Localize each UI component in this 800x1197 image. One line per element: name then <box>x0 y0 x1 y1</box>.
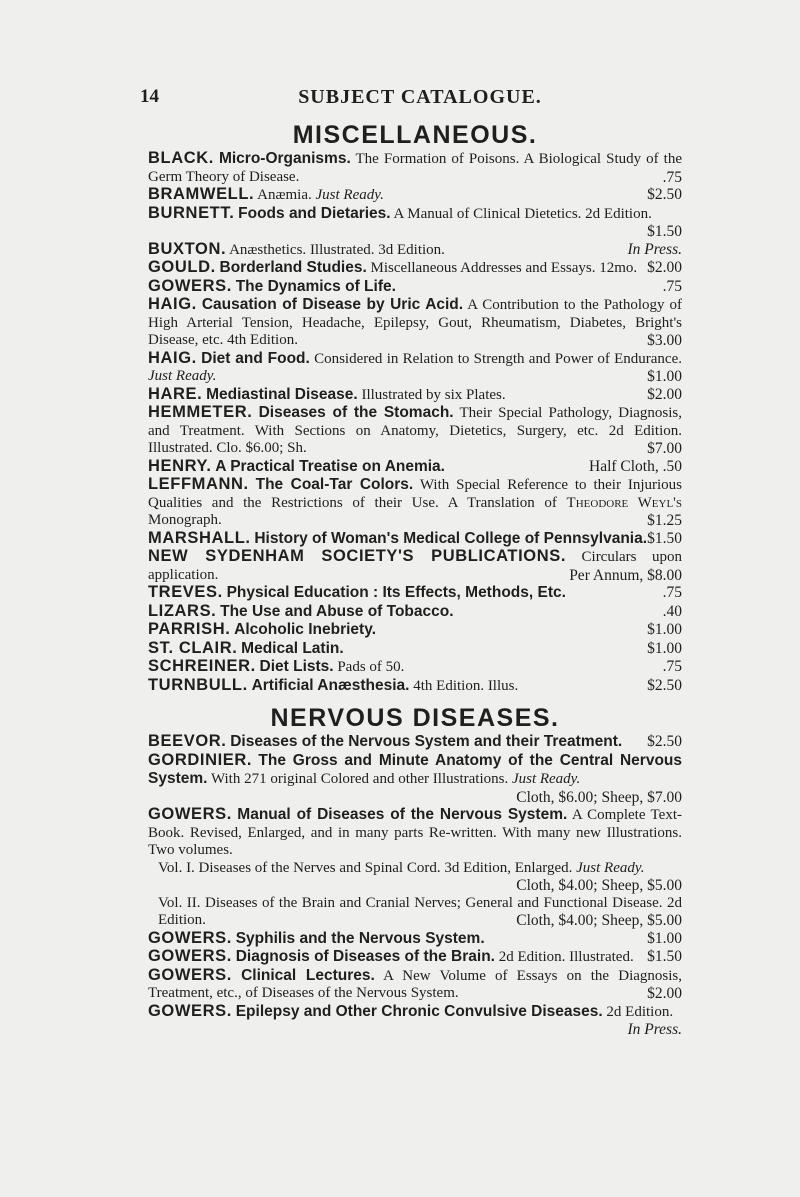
entry-price: Half Cloth, .50 <box>589 457 682 475</box>
entry-leffmann <box>148 476 682 530</box>
entry-title: Diseases of the Stomach. <box>258 404 454 421</box>
entry-treves <box>148 584 682 603</box>
entry-title: Anæmia. <box>257 187 312 203</box>
entry-beevor <box>148 733 682 752</box>
entry-title: Diet Lists. <box>259 658 334 675</box>
entry-price: $1.50 <box>647 529 682 547</box>
entry-title: A Practical Treatise on Anemia. <box>215 457 445 475</box>
entry-gowers-dynamics <box>148 278 682 297</box>
volume-status: Just Ready. <box>576 859 645 876</box>
entry-author: BLACK. <box>148 149 214 167</box>
entry-author: ST. CLAIR. <box>148 638 238 657</box>
entry-st-clair <box>148 640 682 659</box>
entry-haig-uric <box>148 296 682 350</box>
entry-author: GOWERS. <box>148 928 232 947</box>
entry-price: $2.00 <box>647 985 682 1002</box>
entry-author: PARRISH. <box>148 620 231 638</box>
entry-price: .75 <box>662 584 682 601</box>
entry-author: BUXTON. <box>148 239 227 258</box>
entry-price: $2.00 <box>647 259 682 276</box>
entry-price: $3.00 <box>647 332 682 349</box>
catalogue-content <box>148 120 682 1039</box>
catalogue-title: SUBJECT CATALOGUE. <box>298 86 542 108</box>
entry-price: $1.50 <box>647 223 682 240</box>
entry-price: .75 <box>662 658 682 675</box>
entry-author: GOWERS. <box>148 805 232 823</box>
entry-author: GOWERS. <box>148 1001 232 1020</box>
entry-author: HENRY. <box>148 456 212 475</box>
entry-price: $1.50 <box>647 948 682 965</box>
entry-description: Circulars upon application. <box>148 549 683 583</box>
entry-author: LIZARS. <box>148 601 217 620</box>
running-head <box>140 86 700 108</box>
entry-author: HAIG. <box>148 348 197 367</box>
entry-title: Medical Latin. <box>241 639 344 657</box>
entry-author: GOWERS. <box>148 947 232 965</box>
entry-title: Micro-Organisms. <box>218 150 351 167</box>
entry-title: Artificial Anæsthesia. <box>251 676 410 694</box>
entry-description: A New Volume of Essays on the Diagnosis, Treatment, etc., of Diseases of the Nervous System. <box>148 967 682 1001</box>
entry-gould <box>148 259 682 278</box>
entry-gowers-diagnosis <box>148 948 682 967</box>
entry-hemmeter <box>148 404 682 458</box>
entry-gowers-manual <box>148 806 682 930</box>
page-number: 14 <box>140 86 159 107</box>
entry-author: TURNBULL. <box>148 675 248 694</box>
entry-author: GOWERS. <box>148 276 232 295</box>
entry-title: Manual of Diseases of the Nervous System. <box>237 806 568 823</box>
entry-title: Diagnosis of Diseases of the Brain. <box>235 948 495 965</box>
entry-description: A Contribution to the Pathology of High Arterial Tension, Headache, Epilepsy, Gout, Rheumatism, Diabetes, Bright's Disease, etc. 4th Edition. <box>148 297 683 348</box>
entry-description: 4th Edition. Illus. <box>413 677 519 694</box>
entry-title: Diet and Food. <box>201 349 310 367</box>
entry-price: Per Annum, $8.00 <box>569 566 682 584</box>
entry-price: $1.25 <box>647 512 682 529</box>
entry-title: Epilepsy and Other Chronic Convulsive Diseases. <box>235 1002 603 1020</box>
volume-1 <box>148 860 682 895</box>
entry-title: Causation of Disease by Uric Acid. <box>201 296 464 313</box>
entry-gowers-lectures <box>148 967 682 1003</box>
entry-description: 2d Edition. <box>606 1003 674 1020</box>
entry-parrish <box>148 621 682 640</box>
entry-status: In Press. <box>627 240 682 258</box>
entry-lizars <box>148 603 682 622</box>
entry-gowers-syphilis <box>148 930 682 949</box>
entry-description: Considered in Relation to Strength and Power of Endurance. <box>314 350 682 367</box>
entry-status: In Press. <box>627 1021 682 1038</box>
entry-title: The Gross and Minute Anatomy of the Central Nervous System. <box>148 751 683 787</box>
entry-author: HAIG. <box>148 295 197 313</box>
volume-price: Cloth, $4.00; Sheep, $5.00 <box>516 877 682 894</box>
entry-author: LEFFMANN. <box>148 475 249 493</box>
entry-author: SCHREINER. <box>148 657 256 675</box>
entry-author: GOWERS. <box>148 965 232 984</box>
volume-description: Vol. II. Diseases of the Brain and Cranial Nerves; General and Functional Disease. 2d Edition. <box>158 894 682 928</box>
entry-price: $2.00 <box>647 385 682 403</box>
entry-author: HEMMETER. <box>148 403 253 421</box>
entry-title: Syphilis and the Nervous System. <box>235 929 485 947</box>
entry-author: GORDINIER. <box>148 750 253 769</box>
entry-author: BRAMWELL. <box>148 185 255 203</box>
volume-price: Cloth, $4.00; Sheep, $5.00 <box>516 912 682 929</box>
entry-title: Physical Education : Its Effects, Methods, Etc. <box>226 584 566 601</box>
entry-description: With 271 original Colored and other Illustrations. <box>210 771 509 787</box>
entry-price: $2.50 <box>647 733 682 750</box>
entry-status: Just Ready. <box>511 771 581 787</box>
section-heading-miscellaneous: MISCELLANEOUS. <box>292 121 538 149</box>
entry-author: GOULD. <box>148 258 216 276</box>
entry-person: Theodore Weyl's <box>566 494 682 511</box>
entry-description: Their Special Pathology, Diagnosis, and Treatment. With Sections on Anatomy, Dietetics, Surgery, etc. 2d Edition. Illustrated. Clo. $6.00; Sh. <box>148 405 683 456</box>
entry-henry <box>148 458 682 477</box>
entry-bramwell <box>148 186 682 205</box>
entry-price: $1.00 <box>647 621 682 638</box>
entry-buxton <box>148 241 682 260</box>
entry-title: Mediastinal Disease. <box>206 385 358 403</box>
entry-author: HARE. <box>148 384 203 403</box>
entry-title: Alcoholic Inebriety. <box>234 621 376 638</box>
entry-status: Just Ready. <box>148 368 217 384</box>
entry-price: .75 <box>662 168 682 186</box>
entry-description: Miscellaneous Addresses and Essays. 12mo. <box>370 260 638 276</box>
entry-status: Just Ready. <box>315 187 384 203</box>
entry-price: $1.00 <box>647 929 682 947</box>
entry-description: Illustrated. 3d Edition. <box>309 241 445 258</box>
entry-description: With Special Reference to their Injurious Qualities and the Restrictions of their Use. A Translation of <box>148 477 682 511</box>
entry-title: Diseases of the Nervous System and their Treatment. <box>230 733 623 750</box>
entry-description: Illustrated by six Plates. <box>361 386 506 403</box>
entry-author: BEEVOR. <box>148 732 227 750</box>
entry-black <box>148 150 682 186</box>
volume-2 <box>148 895 682 930</box>
entry-schreiner <box>148 658 682 677</box>
entry-description: A Complete Text-Book. Revised, Enlarged, and in many parts Re-written. With many new Illustrations. Two volumes. <box>148 807 682 858</box>
entry-title: Foods and Dietaries. <box>238 204 391 222</box>
entry-marshall <box>148 530 682 549</box>
entry-description: 2d Edition. Illustrated. <box>498 949 634 965</box>
entry-description: Pads of 50. <box>337 659 405 675</box>
entry-title: Clinical Lectures. <box>241 966 375 984</box>
section-heading-nervous-diseases: NERVOUS DISEASES. <box>270 704 560 732</box>
entry-price: .40 <box>662 602 682 620</box>
entry-price: $2.50 <box>647 186 682 203</box>
entry-title: The Use and Abuse of Tobacco. <box>220 602 454 620</box>
entry-author: TREVES. <box>148 583 223 601</box>
entry-hare <box>148 386 682 405</box>
entry-price: $2.50 <box>647 676 682 694</box>
entry-burnett <box>148 205 682 241</box>
entry-gowers-epilepsy <box>148 1003 682 1039</box>
entry-price: Cloth, $6.00; Sheep, $7.00 <box>516 788 682 806</box>
entry-price: .75 <box>662 277 682 295</box>
entry-turnbull <box>148 677 682 696</box>
entry-price: $7.00 <box>647 440 682 457</box>
entry-author: BURNETT. <box>148 203 235 222</box>
entry-gordinier <box>148 752 682 807</box>
entry-title: The Coal-Tar Colors. <box>255 476 414 493</box>
entry-author: MARSHALL. <box>148 528 251 547</box>
entry-description-end: Monograph. <box>148 512 222 528</box>
entry-author: NEW SYDENHAM SOCIETY'S PUBLICATIONS. <box>148 547 566 565</box>
volume-description: Vol. I. Diseases of the Nerves and Spinal Cord. 3d Edition, Enlarged. <box>158 859 573 876</box>
entry-haig-diet <box>148 350 682 386</box>
entry-description: The Formation of Poisons. A Biological Study of the Germ Theory of Disease. <box>148 151 682 185</box>
entry-title: Borderland Studies. <box>219 259 367 276</box>
entry-title: Anæsthetics. <box>229 241 307 258</box>
entry-description: A Manual of Clinical Dietetics. 2d Edition. <box>393 205 652 222</box>
entry-sydenham <box>148 548 682 584</box>
entry-title: History of Woman's Medical College of Pennsylvania. <box>254 529 648 547</box>
entry-title: The Dynamics of Life. <box>235 277 396 295</box>
entry-price: $1.00 <box>647 639 682 657</box>
entry-price: $1.00 <box>647 368 682 385</box>
